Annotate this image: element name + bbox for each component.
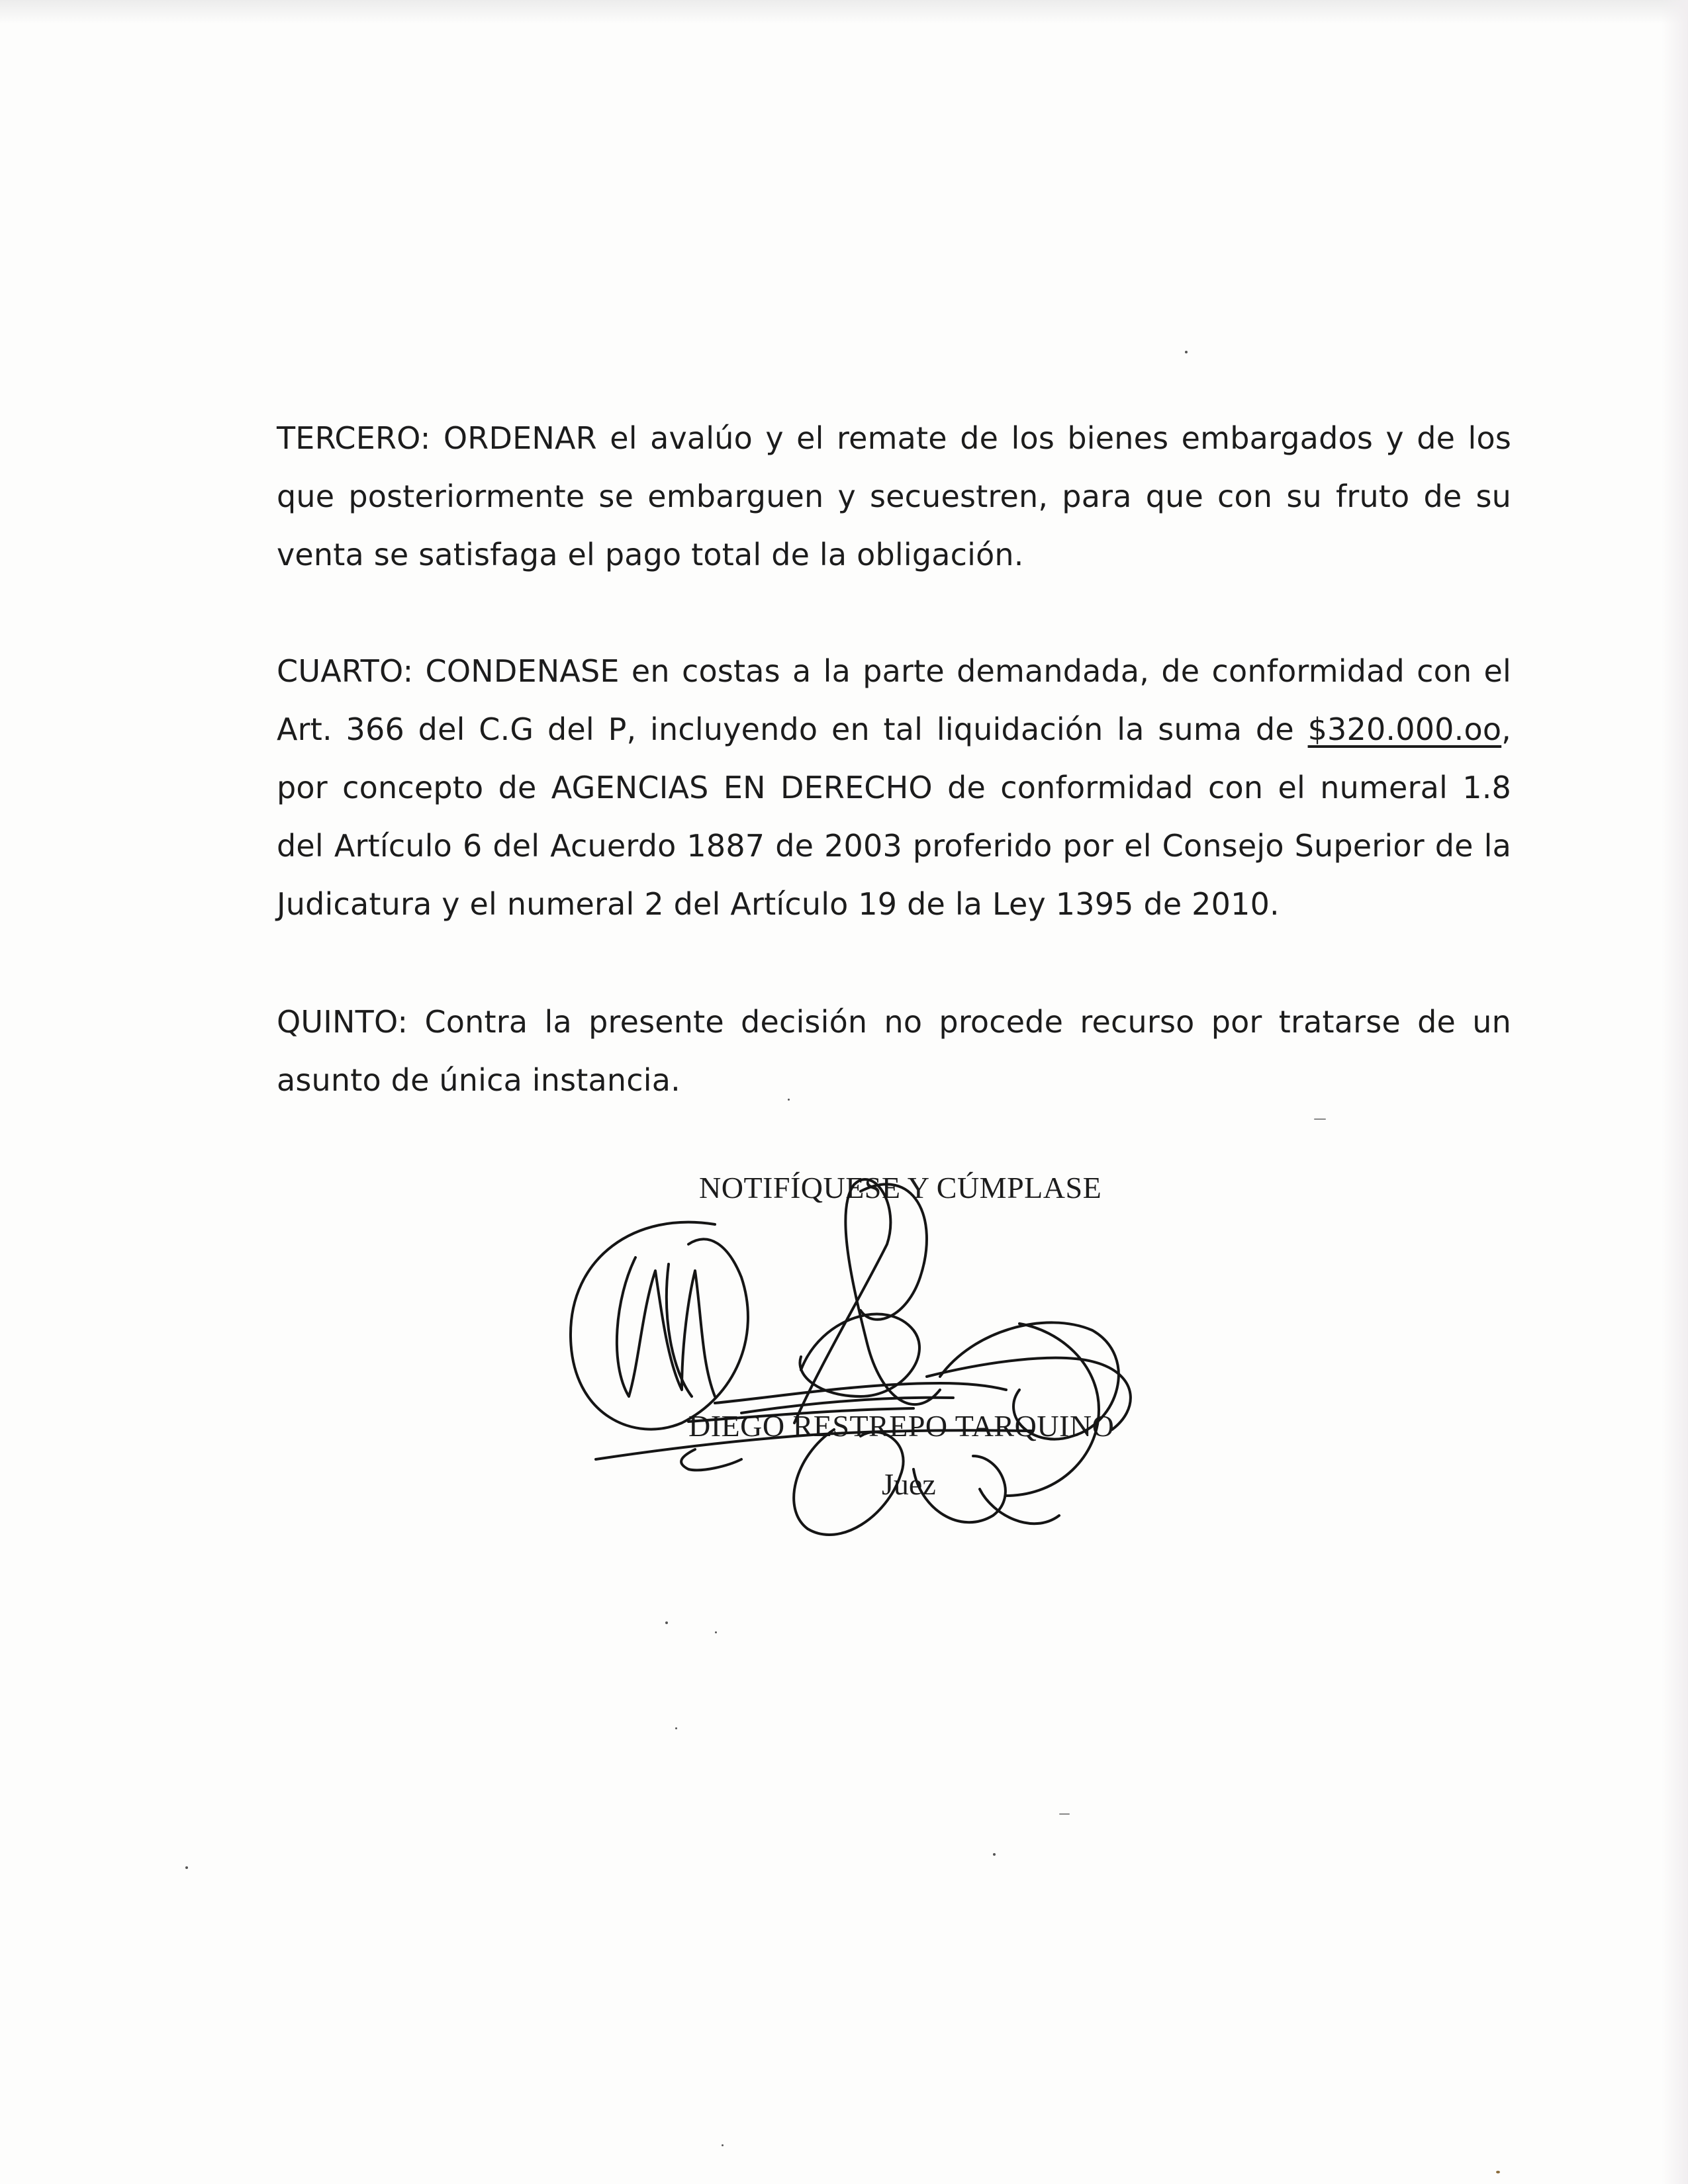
scan-speck [722, 2144, 724, 2146]
signer-name: DIEGO RESTREPO TARQUINO [688, 1409, 1115, 1443]
scan-shadow-right [1662, 0, 1688, 2184]
paragraph-tercero [277, 409, 1511, 584]
scan-speck [788, 1099, 790, 1101]
paragraph-text: , por concepto de AGENCIAS EN DERECHO de conformidad con el numeral 1.8 del Artículo 6 del Acuerdo 1887 de 2003 proferido por el Consejo Superior de la Judicatura y el numeral 2 del Artículo 19 de la Ley 1395 de 2010. [277, 711, 1511, 922]
paragraph-label: TERCERO: [277, 420, 431, 456]
paragraph-text: en costas a la parte demandada, de conformidad con el Art. 366 del C.G del P, incluyendo en tal liquidación la suma de [277, 653, 1512, 747]
paragraph-cuarto [277, 642, 1511, 933]
scan-speck [993, 1853, 996, 1856]
paragraph-text: el avalúo y el remate de los bienes embargados y de los que posteriormente se embarguen y secuestren, para que con su fruto de su venta se satisfaga el pago total de la obligación. [277, 420, 1511, 572]
scan-speck [1059, 1813, 1070, 1815]
paragraph-label: CUARTO: [277, 653, 414, 689]
paragraph-quinto [277, 993, 1511, 1109]
scan-shadow-top [0, 0, 1688, 24]
paragraph-label: QUINTO: [277, 1004, 408, 1040]
costs-amount: $320.000.oo [1307, 711, 1502, 747]
paragraph-verb: CONDENASE [425, 653, 620, 689]
scan-speck [1185, 351, 1188, 353]
closing-formula: NOTIFÍQUESE Y CÚMPLASE [699, 1171, 1102, 1205]
paragraph-text: Contra la presente decisión no procede recurso por tratarse de un asunto de única instancia. [277, 1004, 1511, 1098]
scan-speck [665, 1621, 668, 1624]
scan-speck [715, 1631, 717, 1633]
scan-speck [1496, 2171, 1500, 2173]
scan-speck [1314, 1118, 1326, 1120]
scan-speck [185, 1866, 188, 1869]
scan-speck [675, 1727, 677, 1729]
paragraph-verb: ORDENAR [443, 420, 597, 456]
signer-title: Juez [882, 1467, 936, 1501]
